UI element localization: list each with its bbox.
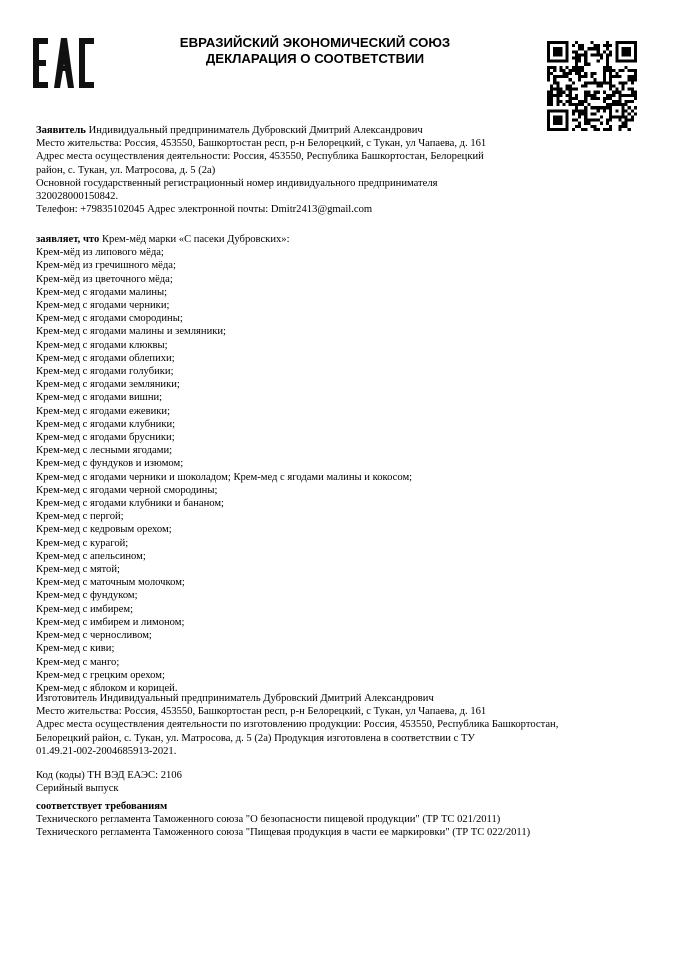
declares-intro: Крем-мёд марки «С пасеки Дубровских»: (101, 234, 290, 245)
product-item: Крем-мед с фундуков и изюмом; (36, 458, 184, 470)
product-item: Крем-мед с ягодами брусники; (36, 432, 175, 444)
serial-release: Серийный выпуск (36, 783, 119, 795)
product-item: Крем-мед с ягодами земляники; (36, 379, 180, 391)
regulation-line: Технического регламента Таможенного союза "Пищевая продукция в части ее маркировки" (ТР ТС 022/2011) (36, 827, 531, 839)
applicant-detail-line: Место жительства: Россия, 453550, Башкортостан респ, р-н Белорецкий, с Тукан, ул Чапаева, д. 161 (36, 138, 487, 150)
product-item: Крем-мед с ягодами голубики; (36, 366, 174, 378)
applicant-section (36, 124, 636, 216)
manufacturer-section (36, 692, 636, 758)
product-item: Крем-мед с ягодами черники и шоколадом; Крем-мед с ягодами малины и кокосом; (36, 471, 413, 483)
product-item: Крем-мед с манго; (36, 656, 120, 668)
product-item: Крем-мёд из цветочного мёда; (36, 273, 173, 285)
eac-logo (33, 38, 95, 88)
product-list (36, 246, 636, 695)
product-item: Крем-мед с яблоком и корицей. (36, 682, 178, 694)
product-item: Крем-мед с ягодами малины; (36, 286, 168, 298)
product-item: Крем-мед с кедровым орехом; (36, 524, 172, 536)
header-union-title: ЕВРАЗИЙСКИЙ ЭКОНОМИЧЕСКИЙ СОЮЗ (179, 35, 451, 50)
declares-section (36, 233, 636, 695)
applicant-label: Заявитель (36, 125, 86, 136)
applicant-detail-line: 320028000150842. (36, 191, 119, 203)
product-item: Крем-мед с маточным молочком; (36, 577, 185, 589)
manufacturer-line: 01.49.21-002-2004685913-2021. (36, 745, 177, 757)
conformity-label: соответствует требованиям (36, 801, 168, 812)
manufacturer-line: Изготовитель Индивидуальный предприниматель Дубровский Дмитрий Александрович (36, 693, 434, 704)
product-item: Крем-мед с ягодами клюквы; (36, 339, 168, 351)
product-item: Крем-мед с ягодами облепихи; (36, 352, 175, 364)
manufacturer-line: Адрес места осуществления деятельности по изготовлению продукции: Россия, 453550, Республика Башкортостан, (36, 719, 559, 731)
conformity-section (36, 800, 636, 840)
product-item: Крем-мед с ягодами ежевики; (36, 405, 171, 417)
declares-label: заявляет, что (36, 234, 100, 245)
applicant-detail-line: Адрес места осуществления деятельности: Россия, 453550, Республика Башкортостан, Белорецкий (36, 151, 484, 163)
manufacturer-line: Место жительства: Россия, 453550, Башкортостан респ, р-н Белорецкий, с Тукан, ул Чапаева, д. 161 (36, 706, 487, 718)
product-item: Крем-мед с апельсином; (36, 550, 146, 562)
product-item: Крем-мёд из гречишного мёда; (36, 260, 176, 272)
product-item: Крем-мед с ягодами клубники; (36, 418, 176, 430)
product-item: Крем-мед с фундуком; (36, 590, 138, 602)
tnved-code: Код (коды) ТН ВЭД ЕАЭС: 2106 (36, 770, 182, 781)
product-item: Крем-мед с мятой; (36, 564, 120, 576)
manufacturer-line: Белорецкий район, с. Тукан, ул. Матросова, д. 5 (2а) Продукция изготовлена в соответствии с ТУ (36, 732, 475, 744)
product-item: Крем-мед с ягодами малины и земляники; (36, 326, 226, 338)
product-item: Крем-мед с ягодами черной смородины; (36, 484, 218, 496)
product-item: Крем-мед с имбирем; (36, 603, 134, 615)
product-item: Крем-мед с грецким орехом; (36, 669, 165, 681)
conformity-regulations (36, 813, 636, 839)
applicant-name-line (36, 124, 636, 137)
product-item: Крем-мед с черносливом; (36, 630, 152, 642)
product-item: Крем-мед с пергой; (36, 511, 124, 523)
product-item: Крем-мед с ягодами клубники и бананом; (36, 498, 224, 510)
header-declaration-title: ДЕКЛАРАЦИЯ О СООТВЕТСТВИИ (205, 50, 425, 66)
product-item: Крем-мед с лесными ягодами; (36, 445, 173, 457)
applicant-detail-line: Основной государственный регистрационный номер индивидуального предпринимателя (36, 177, 438, 189)
product-item: Крем-мед с ягодами смородины; (36, 313, 183, 325)
product-item: Крем-мед с ягодами черники; (36, 300, 170, 312)
document-header (120, 35, 510, 66)
product-item: Крем-мед с имбирем и лимоном; (36, 616, 185, 628)
product-item: Крем-мед с курагой; (36, 537, 129, 549)
applicant-name: Индивидуальный предприниматель Дубровский Дмитрий Александрович (88, 125, 423, 136)
product-item: Крем-мёд из липового мёда; (36, 247, 164, 259)
declares-intro-line (36, 233, 636, 246)
qr-code-icon (547, 41, 637, 131)
product-item: Крем-мед с киви; (36, 643, 115, 655)
applicant-details (36, 137, 636, 216)
applicant-detail-line: район, с. Тукан, ул. Матросова, д. 5 (2а) (36, 164, 216, 176)
applicant-detail-line: Телефон: +79835102045 Адрес электронной почты: Dmitr2413@gmail.com (36, 204, 373, 216)
product-item: Крем-мед с ягодами вишни; (36, 392, 163, 404)
codes-section (36, 769, 636, 795)
regulation-line: Технического регламента Таможенного союза "О безопасности пищевой продукции" (ТР ТС 021/2011) (36, 814, 501, 826)
